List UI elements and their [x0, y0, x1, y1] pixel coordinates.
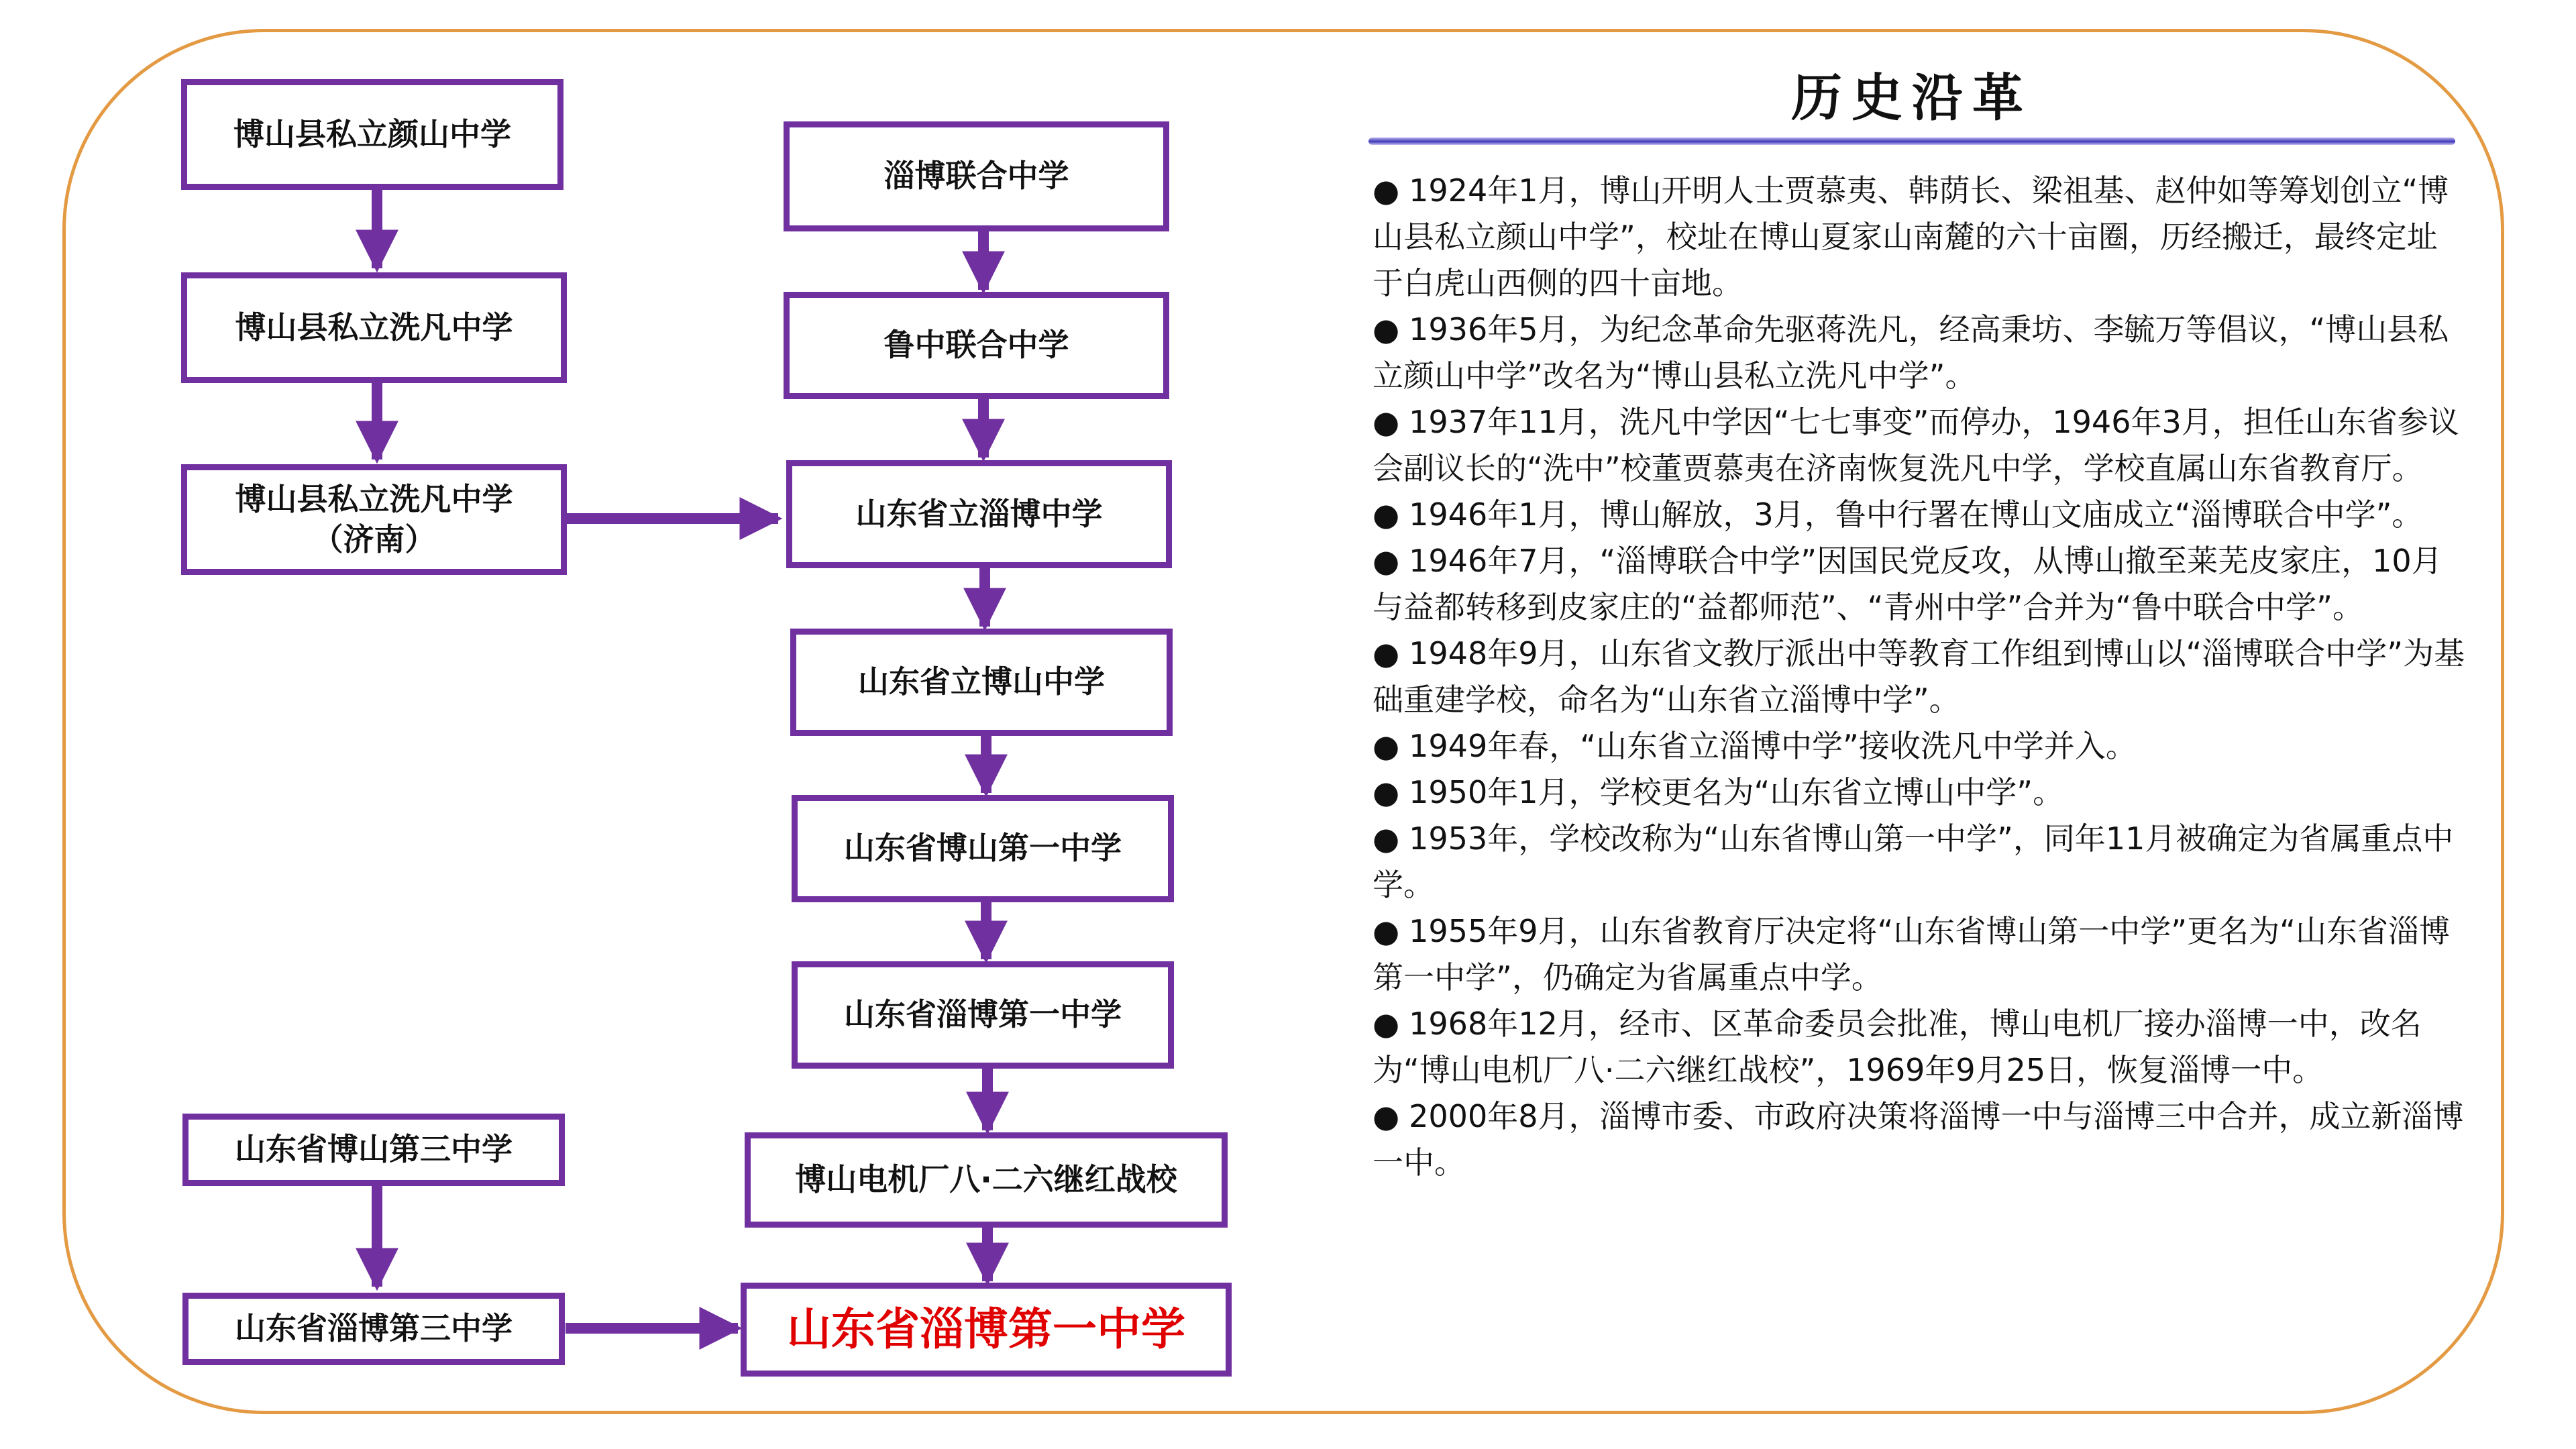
history-item: ● 1924年1月，博山开明人士贾慕夷、韩荫长、梁祖基、赵仲如等筹划创立“博山县私立颜山中学”，校址在博山夏家山南麓的六十亩圈，历经搬迁，最终定址于白虎山西侧的四十亩地。 — [1373, 168, 2467, 307]
box-dianjichang-school: 博山电机厂八·二六继红战校 — [745, 1132, 1228, 1228]
history-item: ● 1953年，学校改称为“山东省博山第一中学”，同年11月被确定为省属重点中学。 — [1373, 816, 2467, 908]
bullet-icon: ● — [1373, 1006, 1400, 1042]
box-zibo-no3-school: 山东省淄博第三中学 — [182, 1293, 565, 1365]
bullet-icon: ● — [1373, 172, 1400, 209]
bullet-icon: ● — [1373, 820, 1400, 857]
box-luzhong-lianhe-school: 鲁中联合中学 — [784, 292, 1169, 399]
history-item: ● 1948年9月，山东省文教厅派出中等教育工作组到博山以“淄博联合中学”为基础重建学校，命名为“山东省立淄博中学”。 — [1373, 631, 2467, 723]
bullet-icon: ● — [1373, 1098, 1400, 1134]
bullet-icon: ● — [1373, 543, 1400, 579]
history-item: ● 1950年1月，学校更名为“山东省立博山中学”。 — [1373, 769, 2467, 816]
history-item: ● 1968年12月，经市、区革命委员会批准，博山电机厂接办淄博一中，改名为“博山电机厂八·二六继红战校”，1969年9月25日，恢复淄博一中。 — [1373, 1001, 2467, 1093]
box-boshan-yanshan-school: 博山县私立颜山中学 — [181, 79, 564, 190]
history-list — [1373, 168, 2467, 1186]
box-zibo-no1-school: 山东省淄博第一中学 — [792, 961, 1174, 1069]
history-item: ● 1946年7月，“淄博联合中学”因国民党反攻，从博山撤至莱芜皮家庄，10月与益都转移到皮家庄的“益都师范”、“青州中学”合并为“鲁中联合中学”。 — [1373, 538, 2467, 631]
box-boshan-no3-school: 山东省博山第三中学 — [182, 1114, 565, 1186]
jinan-line-1: 博山县私立洗凡中学 — [235, 480, 513, 517]
box-shandong-boshan-provincial: 山东省立博山中学 — [790, 629, 1173, 736]
bullet-icon: ● — [1373, 635, 1400, 672]
bullet-icon: ● — [1373, 728, 1400, 764]
box-xifan-jinan-school — [181, 464, 567, 575]
history-item: ● 1946年1月，博山解放，3月，鲁中行署在博山文庙成立“淄博联合中学”。 — [1373, 492, 2467, 538]
bullet-icon: ● — [1373, 774, 1400, 810]
bullet-icon: ● — [1373, 404, 1400, 440]
box-boshan-xifan-school: 博山县私立洗凡中学 — [181, 272, 567, 383]
history-item: ● 2000年8月，淄博市委、市政府决策将淄博一中与淄博三中合并，成立新淄博一中。 — [1373, 1093, 2467, 1186]
page-title: 历史沿革 — [1791, 68, 2033, 127]
jinan-line-2: （济南） — [312, 521, 436, 557]
box-shandong-zibo-provincial: 山东省立淄博中学 — [786, 460, 1172, 568]
bullet-icon: ● — [1373, 311, 1400, 347]
bullet-icon: ● — [1373, 496, 1400, 533]
box-boshan-no1-school: 山东省博山第一中学 — [792, 795, 1174, 902]
history-item: ● 1955年9月，山东省教育厅决定将“山东省博山第一中学”更名为“山东省淄博第一中学”，仍确定为省属重点中学。 — [1373, 908, 2467, 1001]
box-final-zibo-no1: 山东省淄博第一中学 — [741, 1283, 1232, 1377]
title-rule — [1368, 138, 2455, 145]
history-item: ● 1949年春，“山东省立淄博中学”接收洗凡中学并入。 — [1373, 723, 2467, 769]
bullet-icon: ● — [1373, 913, 1400, 949]
history-item: ● 1936年5月，为纪念革命先驱蒋洗凡，经高秉坊、李毓万等倡议，“博山县私立颜山中学”改名为“博山县私立洗凡中学”。 — [1373, 307, 2467, 399]
history-item: ● 1937年11月，洗凡中学因“七七事变”而停办，1946年3月，担任山东省参议会副议长的“洗中”校董贾慕夷在济南恢复洗凡中学，学校直属山东省教育厅。 — [1373, 399, 2467, 492]
box-zibo-lianhe-school: 淄博联合中学 — [784, 121, 1169, 231]
